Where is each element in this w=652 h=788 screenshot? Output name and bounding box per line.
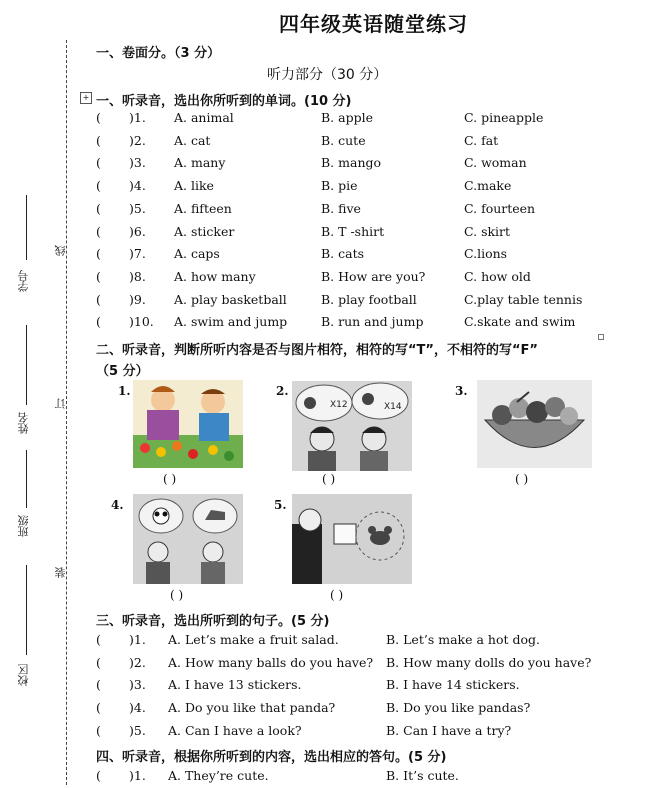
class-underline xyxy=(26,450,27,508)
campus-underline xyxy=(26,565,27,655)
question-number: )4. xyxy=(129,700,146,716)
option-c[interactable]: C. pineapple xyxy=(464,110,544,125)
question-number: )2. xyxy=(129,132,146,148)
option-a[interactable]: A. animal xyxy=(174,110,234,125)
picture-5-answer-blank[interactable]: ( ) xyxy=(330,588,344,602)
option-c[interactable]: C. woman xyxy=(464,155,527,171)
student-id-label: 学号 xyxy=(17,270,30,292)
option-c[interactable]: C. fourteen xyxy=(464,200,536,216)
option-c[interactable]: C.make xyxy=(464,178,512,194)
option-b[interactable]: B. It’s cute. xyxy=(386,768,459,783)
question-number: )7. xyxy=(129,246,146,262)
option-c[interactable]: C.lions xyxy=(464,246,508,262)
option-a[interactable]: A. like xyxy=(174,178,214,194)
answer-blank[interactable]: ( xyxy=(96,110,101,125)
question-number: )2. xyxy=(129,654,146,670)
picture-4-number: 4. xyxy=(111,498,124,512)
option-b[interactable]: B. I have 14 stickers. xyxy=(386,677,520,693)
question-number: )1. xyxy=(129,110,146,125)
margin-char-ding: 订 xyxy=(54,398,67,409)
option-a[interactable]: A. Let’s make a fruit salad. xyxy=(168,632,339,647)
answer-blank[interactable]: ( xyxy=(96,654,101,670)
class-label: 班级 xyxy=(17,515,30,537)
question-number: )3. xyxy=(129,677,146,693)
option-a[interactable]: A. I have 13 stickers. xyxy=(168,677,302,693)
option-a[interactable]: A. Do you like that panda? xyxy=(168,700,336,716)
option-a[interactable]: A. many xyxy=(174,155,226,171)
page-title: 四年级英语随堂练习 xyxy=(279,12,468,36)
option-c[interactable]: C.play table tennis xyxy=(464,291,583,307)
picture-3-fruit-bowl xyxy=(477,380,592,468)
answer-blank[interactable]: ( xyxy=(96,291,101,307)
section-1-heading: 一、听录音，选出你所听到的单词。(10 分) xyxy=(96,94,352,109)
section-presentation-score: 一、卷面分。（3 分） xyxy=(96,46,221,61)
answer-blank[interactable]: ( xyxy=(96,178,101,194)
option-b[interactable]: B. run and jump xyxy=(321,314,424,330)
option-b[interactable]: B. Do you like pandas? xyxy=(386,700,531,716)
campus-label: 校区 xyxy=(17,664,30,686)
option-c[interactable]: C. fat xyxy=(464,132,499,148)
option-b[interactable]: B. five xyxy=(321,200,361,216)
section-2-heading: 二、听录音，判断所听内容是否与图片相符，相符的写“T”，不相符的写“F” xyxy=(96,343,538,358)
question-number: )1. xyxy=(129,632,146,647)
picture-4-answer-blank[interactable]: ( ) xyxy=(170,588,184,602)
option-a[interactable]: A. play basketball xyxy=(174,291,287,307)
option-a[interactable]: A. swim and jump xyxy=(174,314,288,330)
answer-blank[interactable]: ( xyxy=(96,722,101,738)
margin-char-zhuang: 装 xyxy=(54,567,67,578)
picture-3-number: 3. xyxy=(455,384,468,398)
option-a[interactable]: A. cat xyxy=(174,132,211,148)
answer-blank[interactable]: ( xyxy=(96,246,101,262)
answer-blank[interactable]: ( xyxy=(96,700,101,716)
option-c[interactable]: C. skirt xyxy=(464,223,511,239)
answer-blank[interactable]: ( xyxy=(96,155,101,171)
section-2-score: （5 分） xyxy=(96,364,149,379)
picture-2-answer-blank[interactable]: ( ) xyxy=(322,472,336,486)
name-underline xyxy=(26,325,27,405)
picture-2-boys-thinking xyxy=(292,381,412,471)
answer-blank[interactable]: ( xyxy=(96,768,101,783)
margin-char-xian: 线 xyxy=(54,245,67,256)
picture-2-label-x14: X14 xyxy=(384,402,402,412)
option-b[interactable]: B. apple xyxy=(321,110,373,125)
picture-5-boy-mouse xyxy=(292,494,412,584)
option-b[interactable]: B. cute xyxy=(321,132,366,148)
picture-2-number: 2. xyxy=(276,384,289,398)
answer-blank[interactable]: ( xyxy=(96,677,101,693)
option-b[interactable]: B. T -shirt xyxy=(321,223,385,239)
question-number: )6. xyxy=(129,223,146,239)
option-a[interactable]: A. sticker xyxy=(174,223,235,239)
binding-dashed-line xyxy=(66,40,67,785)
question-number: )9. xyxy=(129,291,146,307)
picture-1-number: 1. xyxy=(118,384,131,398)
option-a[interactable]: A. Can I have a look? xyxy=(168,722,302,738)
option-a[interactable]: A. fifteen xyxy=(174,200,232,216)
question-number: )5. xyxy=(129,200,146,216)
answer-blank[interactable]: ( xyxy=(96,632,101,647)
option-b[interactable]: B. cats xyxy=(321,246,365,262)
move-handle-icon: + xyxy=(80,92,92,104)
option-b[interactable]: B. pie xyxy=(321,178,358,194)
question-number: )5. xyxy=(129,722,146,738)
section-3-heading: 三、听录音，选出所听到的句子。(5 分) xyxy=(96,614,330,629)
section-4-heading: 四、听录音，根据你所听到的内容，选出相应的答句。(5 分) xyxy=(96,750,447,765)
listening-part-heading: 听力部分（30 分） xyxy=(267,67,388,83)
answer-blank[interactable]: ( xyxy=(96,132,101,148)
picture-5-number: 5. xyxy=(274,498,287,512)
question-number: )10. xyxy=(129,314,154,330)
picture-4-panda-horse-thoughts xyxy=(133,494,243,584)
question-number: )3. xyxy=(129,155,146,171)
picture-2-label-x12: X12 xyxy=(330,400,348,410)
name-label: 姓名 xyxy=(17,412,30,434)
question-number: )8. xyxy=(129,268,146,284)
option-b[interactable]: B. How many dolls do you have? xyxy=(386,654,592,670)
option-b[interactable]: B. How are you? xyxy=(321,268,426,284)
option-a[interactable]: A. how many xyxy=(174,268,256,284)
question-number: )1. xyxy=(129,768,146,783)
option-a[interactable]: A. caps xyxy=(174,246,220,262)
option-b[interactable]: B. mango xyxy=(321,155,382,171)
answer-blank[interactable]: ( xyxy=(96,314,101,330)
question-number: )4. xyxy=(129,178,146,194)
answer-blank[interactable]: ( xyxy=(96,200,101,216)
option-a[interactable]: A. How many balls do you have? xyxy=(168,654,374,670)
picture-1-kids-shopping xyxy=(133,380,243,468)
anchor-box xyxy=(598,334,604,340)
option-b[interactable]: B. Let’s make a hot dog. xyxy=(386,632,540,647)
option-c[interactable]: C. how old xyxy=(464,268,531,284)
option-b[interactable]: B. Can I have a try? xyxy=(386,722,512,738)
answer-blank[interactable]: ( xyxy=(96,223,101,239)
picture-1-answer-blank[interactable]: ( ) xyxy=(163,472,177,486)
option-c[interactable]: C.skate and swim xyxy=(464,314,576,330)
option-b[interactable]: B. play football xyxy=(321,291,417,307)
student-id-underline xyxy=(26,195,27,260)
picture-3-answer-blank[interactable]: ( ) xyxy=(515,472,529,486)
option-a[interactable]: A. They’re cute. xyxy=(168,768,269,783)
answer-blank[interactable]: ( xyxy=(96,268,101,284)
